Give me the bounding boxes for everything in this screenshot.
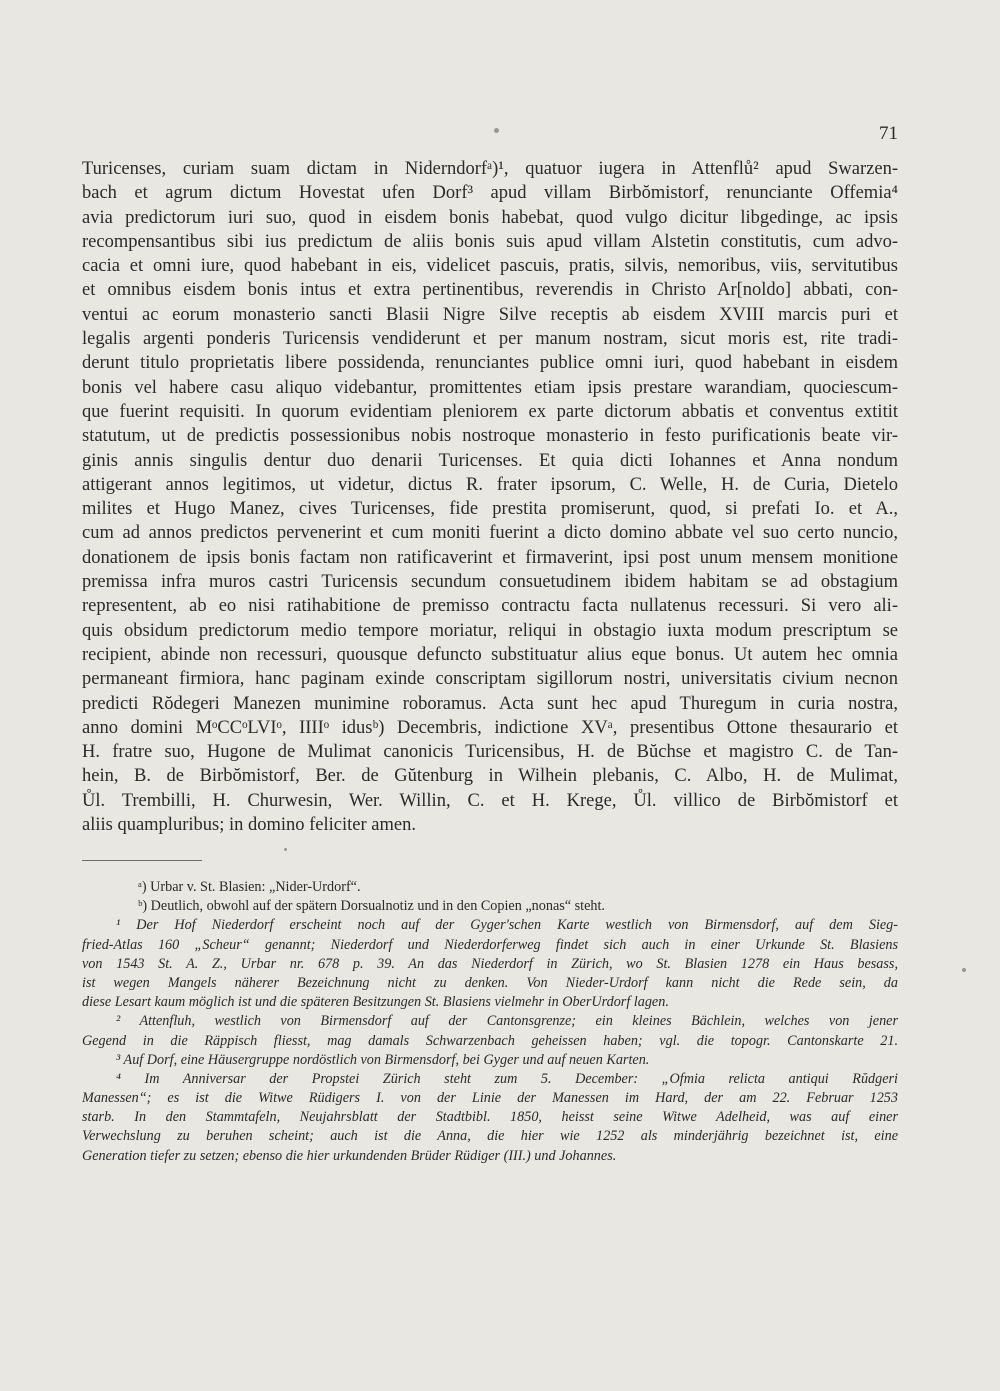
text-line: milites et Hugo Manez, cives Turicenses, fide prestita promiserunt, quod, si prefati Io. et A., xyxy=(82,499,898,520)
text-line: aliis quampluribus; in domino feliciter amen. xyxy=(82,815,416,836)
footnote-line: ist wegen Mangels näherer Bezeichnung nicht zu denken. Von Nieder-Urdorf kann nicht die Rede sein, da xyxy=(82,974,898,991)
text-line: donationem de ipsis bonis factam non ratificaverint et firmaverint, ipsi post unum mensem monitione xyxy=(82,547,898,568)
text-line: ventui ac eorum monasterio sancti Blasii Nigre Silve receptis ab eisdem XVIII marcis puri et xyxy=(82,304,898,325)
speck xyxy=(962,968,966,972)
speck xyxy=(284,848,287,851)
text-line: attigerant annos legitimos, ut videtur, dictus R. frater ipsorum, C. Welle, H. de Curia, Dietelo xyxy=(82,474,898,495)
text-line: statutum, ut de predictis possessionibus nobis nostroque monasterio in festo purificationis beate vir- xyxy=(82,426,898,447)
footnote-line: Gegend in die Räppisch fliesst, mag damals Schwarzenbach geheissen haben; vgl. die topogr. Cantonskarte 21. xyxy=(82,1032,898,1049)
text-line: Turicenses, curiam suam dictam in Niderndorfᵃ)¹, quatuor iugera in Attenflů² apud Swarzen- xyxy=(82,159,898,179)
footnote-line: fried-Atlas 160 „Scheur“ genannt; Niederdorf und Niederdorferweg findet sich auch in einer Urkunde St. Blasiens xyxy=(82,936,898,953)
footnote-line: Generation tiefer zu setzen; ebenso die hier urkundenden Brüder Rüdiger (III.) und Johannes. xyxy=(82,1147,617,1164)
footnote-line: ⁴ Im Anniversar der Propstei Zürich steht zum 5. December: „Ofmia relicta antiqui Rŭdgeri xyxy=(116,1070,898,1087)
text-line: quis obsidum predictorum medio tempore moriatur, reliqui in obstagio iuxta modum prescriptum se xyxy=(82,620,898,641)
text-line: que fuerint requisiti. In quorum evidentiam pleniorem ex parte dictorum abbatis et conventus extitit xyxy=(82,401,898,422)
text-line: bach et agrum dictum Hovestat ufen Dorf³ apud villam Birbŏmistorf, renunciante Offemia⁴ xyxy=(82,183,898,204)
text-line: ginis annis singulis dentur duo denarii Turicenses. Et quia dicti Iohannes et Anna nondum xyxy=(82,450,898,471)
charter-text xyxy=(82,157,898,837)
footnote-line: von 1543 St. A. Z., Urbar nr. 678 p. 39. An das Niederdorf in Zürich, wo St. Blasien 1278 ein Haus besass, xyxy=(82,955,898,972)
footnote-line: ² Attenfluh, westlich von Birmensdorf auf der Cantonsgrenze; ein kleines Bächlein, welches von jener xyxy=(116,1013,898,1030)
text-line: recipient, abinde non recessuri, quousque defuncto substituatur alius eque bonus. Ut autem hec omnia xyxy=(82,644,898,665)
text-line: recompensantibus sibi ius predictum de aliis bonis suis apud villam Alstetin constitutis, cum advo- xyxy=(82,231,898,252)
text-line: et omnibus eisdem bonis intus et extra pertinentibus, reverendis in Christo Ar[noldo] abbati, con- xyxy=(82,280,898,301)
text-line: permaneant firmiora, hanc paginam exinde conscriptam sigillorum nostri, universitatis civium necnon xyxy=(82,669,898,690)
footnote-line: ³ Auf Dorf, eine Häusergruppe nordöstlich von Birmensdorf, bei Gyger und auf neuen Karten. xyxy=(116,1051,650,1068)
page-number: 71 xyxy=(879,123,898,144)
text-line: cum ad annos predictos pervenerint et cum moniti fuerint a dicto domino abbate vel suo certo nuncio, xyxy=(82,523,898,544)
text-line: representent, ab eo nisi ratihabitione de premisso contractu facta nullatenus recessuri. Si vero ali- xyxy=(82,596,898,617)
text-line: H. fratre suo, Hugone de Mulimat canonicis Turicensibus, H. de Bŭchse et magistro C. de Tan- xyxy=(82,742,898,763)
text-line: hein, B. de Birbŏmistorf, Ber. de Gŭtenburg in Wilhein plebanis, C. Albo, H. de Mulimat, xyxy=(82,766,898,787)
footnote-line: diese Lesart kaum möglich ist und die späteren Besitzungen St. Blasiens vielmehr in OberUrdorf lagen. xyxy=(82,994,669,1011)
text-line: derunt titulo proprietatis libere possidenda, renunciantes publice omni iuri, quod habebant in eisdem xyxy=(82,353,898,374)
text-line: Ůl. Trembilli, H. Churwesin, Wer. Willin, C. et H. Krege, Ůl. villico de Birbŏmistorf et xyxy=(82,790,898,811)
text-line: bonis vel habere casu aliquo videbantur, promittentes etiam ipsis prestare warandiam, quociescum- xyxy=(82,377,898,398)
text-line: cacia et omni iure, quod habebant in eis, videlicet pascuis, pratis, silvis, nemoribus, viis, servitutibus xyxy=(82,256,898,277)
footnote-line: Verwechslung zu beruhen scheint; auch ist die Anna, die hier wie 1252 als minderjährig bezeichnet ist, eine xyxy=(82,1128,898,1145)
speck xyxy=(494,128,499,133)
text-line: anno domini MᵒCCᵒLVIᵒ, IIIIᵒ idusᵇ) Decembris, indictione XVᵃ, presentibus Ottone thesaurario et xyxy=(82,717,898,738)
text-line: premissa infra muros castri Turicensis secundum consuetudinem ibidem habitam se ad obstagium xyxy=(82,572,898,593)
text-line: legalis argenti ponderis Turicensis vendiderunt et per manum nostram, sicut moris est, rite tradi- xyxy=(82,329,898,350)
footnotes xyxy=(82,878,898,1166)
footnote-line: ᵇ) Deutlich, obwohl auf der spätern Dorsualnotiz und in den Copien „nonas“ steht. xyxy=(138,898,605,915)
footnote-line: ¹ Der Hof Niederdorf erscheint noch auf der Gyger'schen Karte westlich von Birmensdorf, auf dem Sieg- xyxy=(116,917,898,934)
footnote-line: starb. In den Stammtafeln, Neujahrsblatt der Stadtbibl. 1850, heisst seine Witwe Adelheid, was auf einer xyxy=(82,1109,898,1126)
footnote-divider xyxy=(82,860,202,861)
text-line: avia predictorum iuri suo, quod in eisdem bonis habebat, quod vulgo dicitur libgedinge, ac ipsis xyxy=(82,207,898,228)
text-line: predicti Rŏdegeri Manezen munimine roboramus. Acta sunt hec apud Thuregum in curia nostra, xyxy=(82,693,898,714)
footnote-line: ᵃ) Urbar v. St. Blasien: „Nider-Urdorf“. xyxy=(138,879,361,895)
footnote-line: Manessen“; es ist die Witwe Rüdigers I. von der Linie der Manessen im Hard, der am 22. Februar 1253 xyxy=(82,1090,898,1107)
